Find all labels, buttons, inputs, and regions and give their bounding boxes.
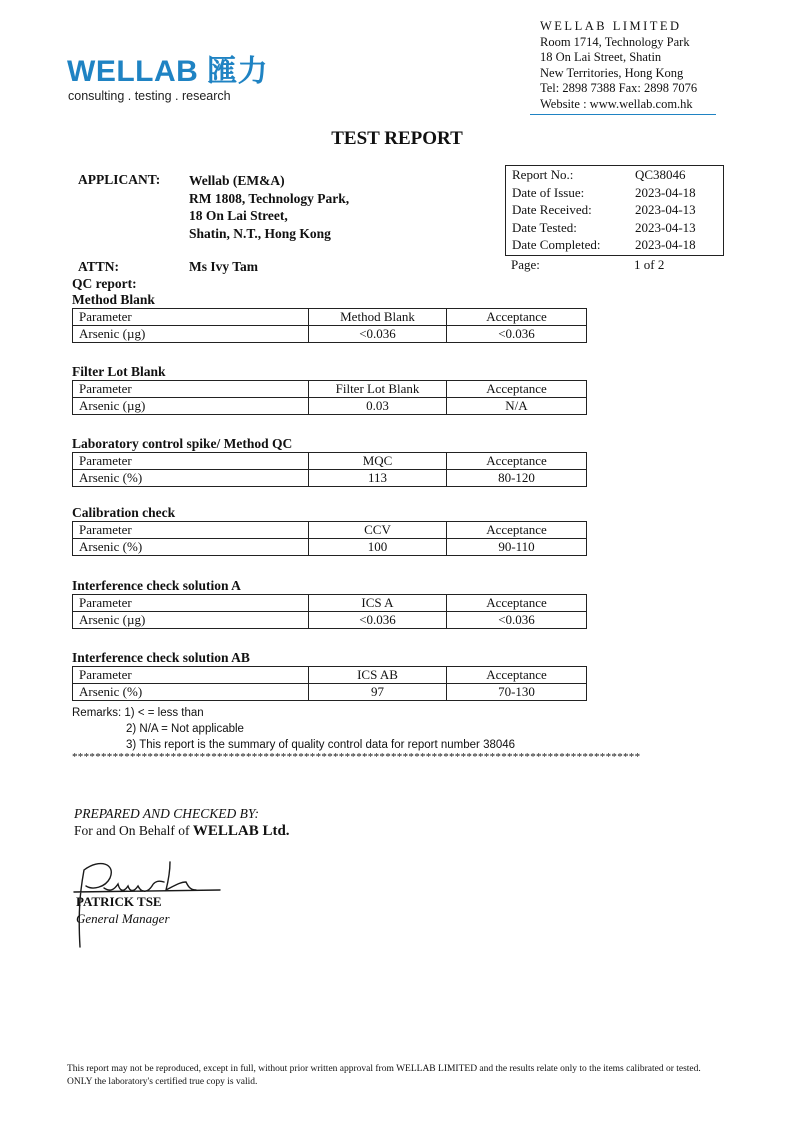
table-cell: 97 bbox=[309, 684, 447, 701]
report-info-key: Date Completed: bbox=[512, 237, 601, 252]
table-header-row bbox=[73, 309, 587, 326]
company-name: WELLAB LIMITED bbox=[540, 19, 682, 33]
remark-line: 2) N/A = Not applicable bbox=[126, 723, 244, 735]
table-header-cell: Parameter bbox=[73, 522, 309, 539]
table-cell: 113 bbox=[309, 470, 447, 487]
on-behalf-company: WELLAB Ltd. bbox=[192, 823, 290, 839]
page-number: 1 of 2 bbox=[634, 257, 665, 272]
table-row bbox=[73, 326, 587, 343]
table-cell: 100 bbox=[309, 539, 447, 556]
website: Website : www.wellab.com.hk bbox=[540, 96, 693, 111]
table-row bbox=[73, 684, 587, 701]
section-title: Interference check solution AB bbox=[72, 650, 250, 665]
section-title: Interference check solution A bbox=[72, 578, 241, 593]
qc-table-filter-lot-blank bbox=[72, 380, 587, 415]
table-header-cell: Parameter bbox=[73, 453, 309, 470]
applicant-label: APPLICANT: bbox=[78, 172, 161, 187]
table-row bbox=[73, 539, 587, 556]
table-cell: 80-120 bbox=[447, 470, 587, 487]
section-title: Laboratory control spike/ Method QC bbox=[72, 436, 293, 451]
company-address-block bbox=[540, 19, 697, 112]
table-header-cell: CCV bbox=[309, 522, 447, 539]
prepared-label: PREPARED AND CHECKED BY: bbox=[74, 806, 259, 821]
table-cell: <0.036 bbox=[447, 326, 587, 343]
report-info-box bbox=[505, 165, 724, 256]
table-header-cell: Parameter bbox=[73, 667, 309, 684]
applicant-details bbox=[189, 172, 349, 242]
section-title: Method Blank bbox=[72, 292, 155, 307]
attn-value: Ms Ivy Tam bbox=[189, 259, 259, 274]
separator-line: ************************************************************************************************** bbox=[72, 751, 641, 763]
table-cell: Arsenic (%) bbox=[73, 470, 309, 487]
table-header-row bbox=[73, 667, 587, 684]
report-info-value: 2023-04-18 bbox=[635, 184, 696, 200]
table-cell: Arsenic (µg) bbox=[73, 612, 309, 629]
section-title: Calibration check bbox=[72, 505, 176, 520]
table-header-cell: Parameter bbox=[73, 595, 309, 612]
address-line: New Territories, Hong Kong bbox=[540, 65, 684, 80]
table-cell: Arsenic (%) bbox=[73, 684, 309, 701]
attn-label: ATTN: bbox=[78, 259, 120, 274]
qc-table-ics-ab bbox=[72, 666, 587, 701]
qc-table-calibration-check bbox=[72, 521, 587, 556]
table-cell: <0.036 bbox=[447, 612, 587, 629]
qc-table-method-qc bbox=[72, 452, 587, 487]
table-row bbox=[73, 612, 587, 629]
table-cell: Arsenic (%) bbox=[73, 539, 309, 556]
report-info-row bbox=[506, 237, 723, 254]
report-info-value: 2023-04-13 bbox=[635, 219, 696, 235]
report-info-value: 2023-04-13 bbox=[635, 202, 696, 217]
table-header-cell: Acceptance bbox=[447, 667, 587, 684]
table-header-cell: Acceptance bbox=[447, 595, 587, 612]
page-label: Page: bbox=[511, 257, 540, 272]
signatory-name: PATRICK TSE bbox=[76, 894, 162, 909]
address-line: Room 1714, Technology Park bbox=[540, 34, 690, 49]
table-cell: <0.036 bbox=[309, 612, 447, 629]
qc-table-ics-a bbox=[72, 594, 587, 629]
report-info-row bbox=[506, 167, 723, 184]
report-info-row bbox=[506, 185, 723, 202]
table-header-cell: ICS A bbox=[309, 595, 447, 612]
applicant-line: 18 On Lai Street, bbox=[189, 208, 288, 223]
report-info-key: Date Tested: bbox=[512, 219, 577, 235]
footer-disclaimer: This report may not be reproduced, except in full, without prior written approval from WELLAB LIMITED and the results relate only to the items calibrated or tested. ONLY the laboratory's certified true copy is valid. bbox=[67, 1064, 701, 1087]
page-title: TEST REPORT bbox=[331, 128, 463, 149]
table-header-cell: Filter Lot Blank bbox=[309, 381, 447, 398]
table-cell: 70-130 bbox=[447, 684, 587, 701]
table-header-cell: Parameter bbox=[73, 309, 309, 326]
qc-table-method-blank bbox=[72, 308, 587, 343]
report-info-value: QC38046 bbox=[635, 167, 686, 182]
table-header-cell: Parameter bbox=[73, 381, 309, 398]
table-header-cell: Acceptance bbox=[447, 309, 587, 326]
section-title: Filter Lot Blank bbox=[72, 364, 166, 379]
report-info-key: Date Received: bbox=[512, 202, 592, 217]
table-row bbox=[73, 398, 587, 415]
report-info-value: 2023-04-18 bbox=[635, 237, 696, 252]
table-cell: 0.03 bbox=[309, 398, 447, 415]
table-header-cell: MQC bbox=[309, 453, 447, 470]
table-cell: Arsenic (µg) bbox=[73, 326, 309, 343]
table-header-row bbox=[73, 522, 587, 539]
phone-fax: Tel: 2898 7388 Fax: 2898 7076 bbox=[540, 81, 698, 95]
table-header-row bbox=[73, 453, 587, 470]
table-header-cell: Acceptance bbox=[447, 522, 587, 539]
table-row bbox=[73, 470, 587, 487]
applicant-line: Wellab (EM&A) bbox=[189, 173, 285, 188]
remark-line: Remarks: 1) < = less than bbox=[72, 707, 204, 719]
on-behalf-prefix: For and On Behalf of bbox=[74, 823, 190, 838]
table-cell: N/A bbox=[447, 398, 587, 415]
table-header-row bbox=[73, 595, 587, 612]
table-cell: <0.036 bbox=[309, 326, 447, 343]
signatory-title: General Manager bbox=[76, 911, 170, 926]
logo-tagline: consulting . testing . research bbox=[68, 89, 231, 103]
applicant-line: Shatin, N.T., Hong Kong bbox=[189, 225, 331, 241]
table-header-cell: Acceptance bbox=[447, 381, 587, 398]
qc-report-label: QC report: bbox=[72, 276, 137, 291]
address-line: 18 On Lai Street, Shatin bbox=[540, 50, 662, 64]
table-cell: 90-110 bbox=[447, 539, 587, 556]
company-logo: WELLAB 匯力 bbox=[67, 55, 269, 88]
table-cell: Arsenic (µg) bbox=[73, 398, 309, 415]
table-header-cell: Acceptance bbox=[447, 453, 587, 470]
remarks-block bbox=[72, 705, 515, 753]
applicant-line: RM 1808, Technology Park, bbox=[189, 190, 350, 206]
table-header-cell: ICS AB bbox=[309, 667, 447, 684]
remark-line: 3) This report is the summary of quality control data for report number 38046 bbox=[126, 739, 516, 751]
header-divider bbox=[530, 114, 716, 115]
table-header-cell: Method Blank bbox=[309, 309, 447, 326]
on-behalf-line bbox=[74, 823, 290, 840]
report-info-row bbox=[506, 202, 723, 219]
report-info-key: Date of Issue: bbox=[512, 184, 585, 200]
report-info-row bbox=[506, 220, 723, 237]
report-info-key: Report No.: bbox=[512, 167, 574, 182]
table-header-row bbox=[73, 381, 587, 398]
